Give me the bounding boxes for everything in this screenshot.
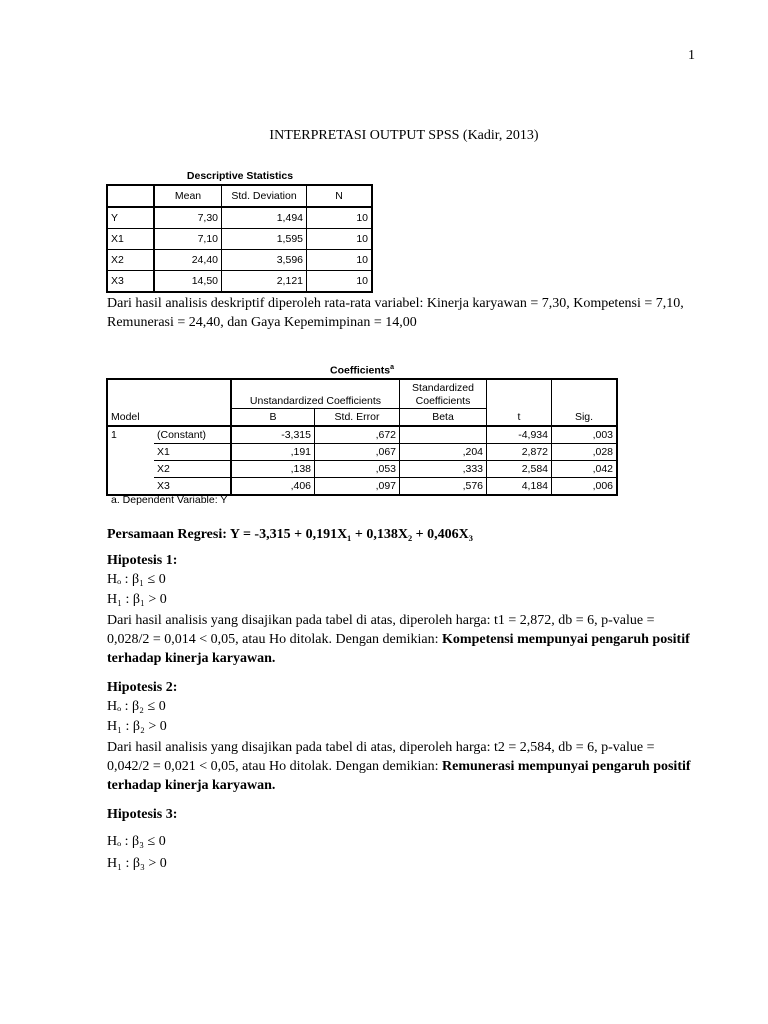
table-cell: [400, 426, 487, 444]
hypothesis-2-title: Hipotesis 2:: [107, 680, 178, 695]
table-cell: ,067: [315, 444, 400, 461]
row-label: X1: [154, 444, 231, 461]
table-row: [107, 207, 372, 229]
hypothesis-1-h1: H₁ : β₁ > 0: [107, 592, 167, 607]
table-row: [107, 271, 372, 293]
descriptive-paragraph: Dari hasil analisis deskriptif diperoleh rata-rata variabel: Kinerja karyawan = 7,30, Kompetensi = 7,10, Remunerasi = 24,40, dan Gaya Kepemimpinan = 14,00: [107, 296, 684, 330]
table-cell: ,191: [231, 444, 315, 461]
regression-equation: [107, 527, 473, 543]
equation-formula: Y = -3,315 + 0,191X₁ + 0,138X₂ + 0,406X₃: [229, 527, 473, 542]
group-header-standardized-line1: Standardized: [412, 382, 474, 394]
table-cell: 2,872: [487, 444, 552, 461]
hypothesis-3-title: Hipotesis 3:: [107, 807, 178, 822]
table-row: [107, 409, 617, 427]
header-cell: [552, 379, 618, 409]
row-label: X3: [107, 271, 154, 293]
header-beta: Beta: [400, 409, 487, 427]
page-title: INTERPRETASI OUTPUT SPSS (Kadir, 2013): [269, 128, 539, 143]
hypothesis-2-text: [107, 738, 697, 795]
table-cell: [107, 478, 154, 496]
table-cell: ,042: [552, 461, 618, 478]
hypothesis-1-title: Hipotesis 1:: [107, 553, 178, 568]
row-label: X2: [154, 461, 231, 478]
hypothesis-2-conclusion: Remunerasi mempunyai pengaruh positif terhadap kinerja karyawan.: [107, 759, 691, 793]
table-cell: ,053: [315, 461, 400, 478]
table-cell: 1,494: [222, 207, 307, 229]
table-cell: ,672: [315, 426, 400, 444]
table-cell: 2,584: [487, 461, 552, 478]
header-cell: [107, 379, 154, 409]
header-model: Model: [107, 409, 231, 427]
header-t: t: [487, 409, 552, 427]
descriptive-caption: Descriptive Statistics: [186, 170, 294, 182]
table-cell: [107, 444, 154, 461]
coefficients-caption-sup: a: [390, 364, 394, 371]
table-cell: [107, 461, 154, 478]
row-label: X1: [107, 229, 154, 250]
table-row: [107, 444, 617, 461]
coefficients-table: [106, 378, 618, 496]
group-header-standardized: [400, 379, 487, 409]
group-header-standardized-line2: Coefficients: [415, 395, 471, 407]
table-row: [107, 461, 617, 478]
header-cell: [487, 379, 552, 409]
hypothesis-2-h1: H₁ : β₂ > 0: [107, 719, 167, 734]
table-footnote: a. Dependent Variable: Y: [111, 494, 228, 506]
table-row: [107, 426, 617, 444]
descriptive-table: [106, 184, 373, 293]
table-cell: 7,10: [154, 229, 222, 250]
group-header-unstandardized: Unstandardized Coefficients: [231, 379, 400, 409]
hypothesis-1-conclusion: Kompetensi mempunyai pengaruh positif terhadap kinerja karyawan.: [107, 632, 690, 666]
header-cell: [107, 185, 154, 207]
row-label: (Constant): [154, 426, 231, 444]
header-cell: Mean: [154, 185, 222, 207]
table-cell: ,003: [552, 426, 618, 444]
table-cell: ,204: [400, 444, 487, 461]
table-cell: 10: [307, 229, 373, 250]
table-cell: -4,934: [487, 426, 552, 444]
hypothesis-3-h1: H₁ : β₃ > 0: [107, 856, 167, 871]
table-cell: ,097: [315, 478, 400, 496]
table-cell: ,406: [231, 478, 315, 496]
table-cell: ,028: [552, 444, 618, 461]
table-row: [107, 379, 617, 409]
table-cell: 3,596: [222, 250, 307, 271]
header-cell: [154, 379, 231, 409]
hypothesis-1-text: [107, 611, 697, 668]
table-cell: 2,121: [222, 271, 307, 293]
hypothesis-2-body: Dari hasil analisis yang disajikan pada tabel di atas, diperoleh harga: t2 = 2,584, db = 6, p-value = 0,042/2 = 0,021 < 0,05, atau Ho ditolak. Dengan demikian:: [107, 740, 655, 774]
model-number: 1: [107, 426, 154, 444]
table-cell: ,138: [231, 461, 315, 478]
hypothesis-2-h0: Hₒ : β₂ ≤ 0: [107, 699, 166, 714]
header-sig: Sig.: [552, 409, 618, 427]
table-cell: 4,184: [487, 478, 552, 496]
table-cell: 10: [307, 250, 373, 271]
table-cell: 1,595: [222, 229, 307, 250]
table-row: [107, 250, 372, 271]
page-number: 1: [688, 48, 695, 63]
table-cell: ,576: [400, 478, 487, 496]
hypothesis-3-h0: Hₒ : β₃ ≤ 0: [107, 834, 166, 849]
header-cell: N: [307, 185, 373, 207]
table-cell: 10: [307, 207, 373, 229]
header-std-error: Std. Error: [315, 409, 400, 427]
table-row: [107, 229, 372, 250]
table-cell: ,006: [552, 478, 618, 496]
table-cell: 14,50: [154, 271, 222, 293]
table-row: [107, 478, 617, 496]
row-label: Y: [107, 207, 154, 229]
header-b: B: [231, 409, 315, 427]
header-cell: Std. Deviation: [222, 185, 307, 207]
row-label: X3: [154, 478, 231, 496]
table-row: [107, 185, 372, 207]
row-label: X2: [107, 250, 154, 271]
coefficients-caption-text: Coefficients: [330, 364, 391, 377]
hypothesis-1-h0: Hₒ : β₁ ≤ 0: [107, 572, 166, 587]
equation-label: Persamaan Regresi:: [107, 527, 227, 542]
table-cell: 7,30: [154, 207, 222, 229]
table-cell: 24,40: [154, 250, 222, 271]
table-cell: ,333: [400, 461, 487, 478]
table-cell: 10: [307, 271, 373, 293]
table-cell: -3,315: [231, 426, 315, 444]
coefficients-caption: [106, 364, 618, 377]
hypothesis-1-body: Dari hasil analisis yang disajikan pada tabel di atas, diperoleh harga: t1 = 2,872, db = 6, p-value = 0,028/2 = 0,014 < 0,05, atau Ho ditolak. Dengan demikian:: [107, 613, 655, 647]
